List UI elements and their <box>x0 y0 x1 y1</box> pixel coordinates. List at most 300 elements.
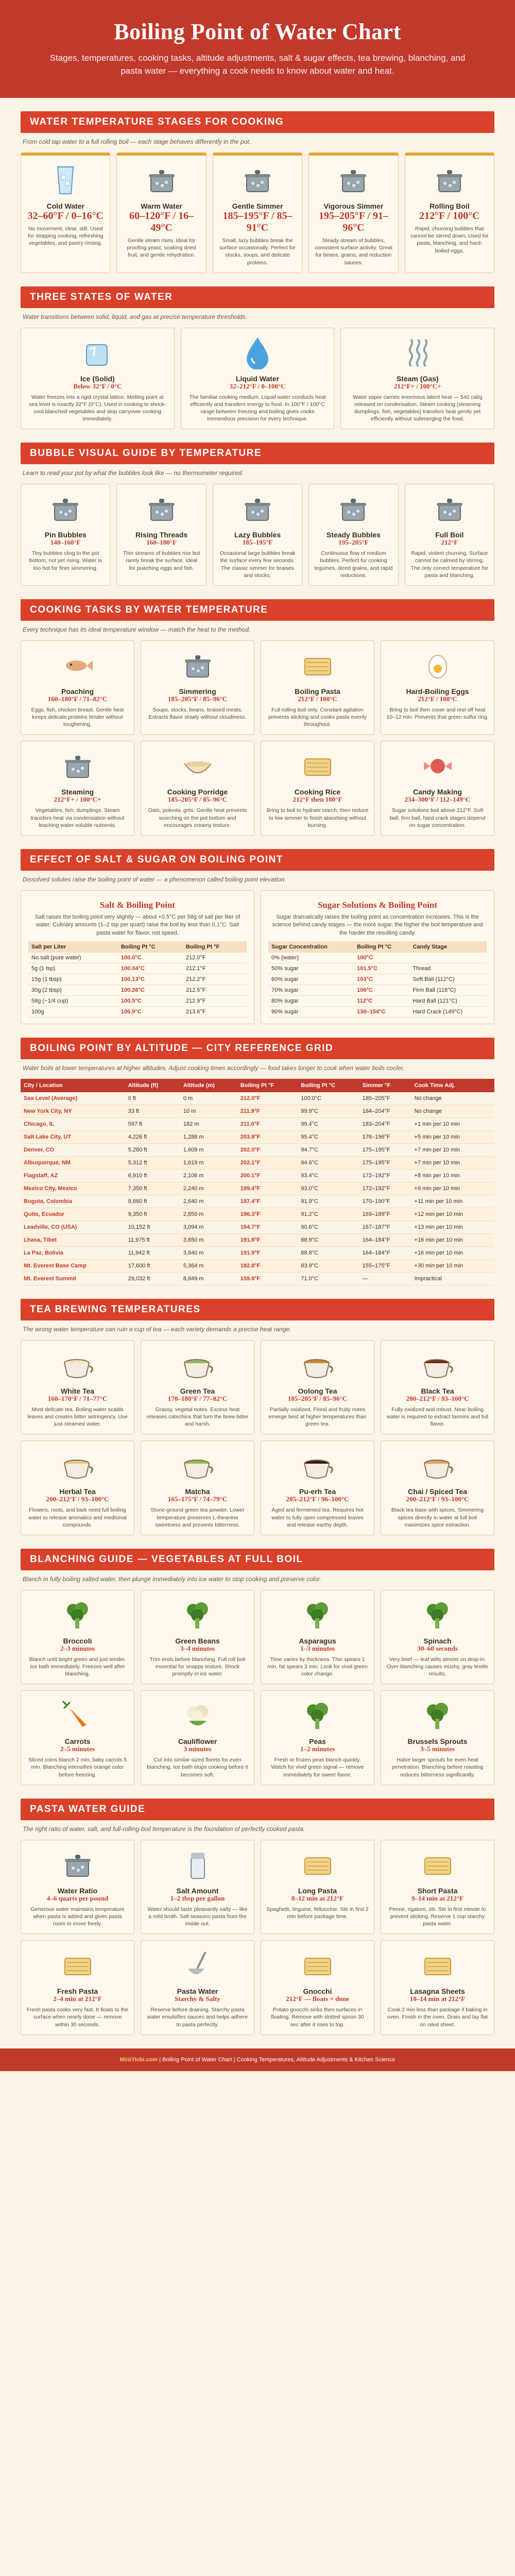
table-row <box>21 1144 494 1157</box>
table-row <box>28 985 247 996</box>
info-card <box>340 328 494 430</box>
table-cell: 94.7°C <box>298 1144 359 1157</box>
sugar-table <box>268 941 487 1018</box>
table-cell: 3,640 m <box>180 1247 237 1260</box>
card-title: Full Boil <box>435 531 464 539</box>
table-cell: 176–196°F <box>359 1131 411 1144</box>
card-title: Ice (Solid) <box>80 374 115 383</box>
section-subtitle: From cold tap water to a full rolling boil — each stage behaves differently in the pot. <box>23 138 251 145</box>
card-title: Long Pasta <box>298 1886 337 1895</box>
info-card <box>141 1840 254 1934</box>
card-description: Time varies by thickness. Thin spears 1 min, fat spears 3 min. Look for vivid green color change. <box>267 1656 368 1677</box>
info-card <box>116 152 206 273</box>
table-cell: +7 min per 10 min <box>411 1157 494 1170</box>
table-cell: 213.6°F <box>183 1007 247 1018</box>
candy-icon <box>386 748 489 784</box>
long-pasta-icon <box>266 1846 369 1883</box>
pot-icon <box>218 490 297 527</box>
table-row <box>21 1195 494 1208</box>
info-card <box>21 1940 134 2035</box>
table-row <box>21 1105 494 1118</box>
altitude-table <box>21 1079 494 1285</box>
pasta-cards-row <box>21 1840 494 1934</box>
info-card <box>181 328 335 430</box>
table-row <box>268 985 487 996</box>
section-bubbles <box>0 443 515 586</box>
table-cell: 184–204°F <box>359 1105 411 1118</box>
table-cell: 182 m <box>180 1118 237 1131</box>
card-title: Rolling Boil <box>429 202 470 210</box>
card-temperature: 160–170°F / 71–77°C <box>47 1395 108 1403</box>
table-cell: 100.0°C <box>298 1092 359 1105</box>
card-temperature: 3–4 minutes <box>180 1644 215 1652</box>
ice-icon <box>26 334 169 370</box>
table-cell: 183–204°F <box>359 1118 411 1131</box>
card-title: Vigorous Simmer <box>323 202 384 210</box>
table-cell: 172–192°F <box>359 1170 411 1182</box>
info-card <box>141 1340 254 1434</box>
table-cell: 212.1°F <box>183 963 247 974</box>
pot-icon <box>314 162 392 198</box>
card-description: Water vapor carries enormous latent heat — 540 cal/g released on condensation. Steam cooking (steaming dumplings, fish, vegetables) transfers heat gently yet efficiently without submerging the food. <box>352 394 483 422</box>
table-cell: 200.1°F <box>237 1170 298 1182</box>
info-card <box>261 1590 374 1684</box>
rice-icon <box>266 748 369 784</box>
card-title: Green Tea <box>180 1387 215 1396</box>
info-card <box>381 1840 494 1934</box>
card-temperature: 30–60 seconds <box>417 1644 458 1652</box>
info-card <box>381 741 494 835</box>
pot-icon <box>122 162 200 198</box>
card-description: Fresh or frozen peas blanch quickly. Watch for vivid green signal — remove immediately for sweet flavor. <box>271 1757 364 1778</box>
pot-icon <box>26 490 105 527</box>
card-temperature: 200–212°F / 93–100°C <box>46 1495 109 1503</box>
table-cell: Firm Ball (118°C) <box>409 985 487 996</box>
card-temperature: 185–205°F / 85–96°C <box>287 1395 348 1403</box>
info-card <box>261 640 374 735</box>
table-row <box>268 953 487 963</box>
pot-icon <box>266 1347 369 1383</box>
table-cell: 93.4°C <box>298 1170 359 1182</box>
info-card <box>141 640 254 735</box>
table-row <box>28 963 247 974</box>
card-title: Spinach <box>423 1636 452 1645</box>
table-header: Simmer °F <box>359 1079 411 1092</box>
tea-cards-row <box>21 1440 494 1535</box>
table-row <box>21 1221 494 1234</box>
card-description: Halve larger sprouts for even heat penetration. Blanching before roasting reduces bitterness significantly. <box>391 1757 484 1778</box>
table-cell: 100.04°C <box>118 963 183 974</box>
card-temperature: 200–212°F / 93–100°C <box>406 1395 469 1403</box>
blanch-cards-row <box>21 1690 494 1785</box>
table-cell: Quito, Ecuador <box>21 1208 125 1221</box>
card-description: Tiny bubbles cling to the pot bottom, not yet rising. Water is too hot for finer simmering. <box>29 550 102 571</box>
table-cell: 10,152 ft <box>125 1221 180 1234</box>
table-cell: 103°C <box>354 974 409 985</box>
card-temperature: 160–180°F <box>146 538 177 547</box>
card-temperature: 160–180°F / 71–82°C <box>47 694 108 703</box>
card-title: Fresh Pasta <box>57 1987 98 1996</box>
section-states <box>0 286 515 430</box>
card-temperature: 195–205°F / 91–96°C <box>318 210 388 233</box>
table-header: Boiling Pt °F <box>183 941 247 953</box>
card-title: Water Ratio <box>57 1886 98 1895</box>
table-cell: 130–154°C <box>354 1007 409 1018</box>
card-title: Boiling Pasta <box>295 687 340 696</box>
card-title: Pin Bubbles <box>44 531 87 539</box>
table-cell: 100g <box>28 1007 118 1018</box>
pot-icon <box>386 1347 489 1383</box>
info-card <box>381 1440 494 1535</box>
card-temperature: 212°F / 100°C <box>298 694 337 703</box>
card-title: Short Pasta <box>417 1886 458 1895</box>
table-row <box>21 1092 494 1105</box>
table-row <box>268 996 487 1007</box>
pot-icon <box>410 490 489 527</box>
steam-icon <box>346 334 489 370</box>
footer-site[interactable]: MiniYicbi.com <box>119 2056 158 2063</box>
card-description: Bring to boil then cover and rest off heat 10–12 min. Prevents that green sulfur ring. <box>386 706 489 721</box>
card-title: Gnocchi <box>303 1987 332 1996</box>
section-stages <box>0 111 515 273</box>
table-row <box>21 1182 494 1195</box>
table-row <box>268 974 487 985</box>
table-cell: 83.9°C <box>298 1260 359 1273</box>
gnocchi-icon <box>266 1947 369 1983</box>
table-cell: 199.4°F <box>237 1182 298 1195</box>
info-card <box>308 152 398 273</box>
card-description: Flowers, roots, and bark need full boiling water to release aromatics and medicinal compounds. <box>28 1507 127 1528</box>
section-heading: THREE STATES OF WATER <box>21 286 494 308</box>
card-temperature: 3 minutes <box>183 1745 212 1753</box>
spinach-icon <box>386 1597 489 1633</box>
card-title: Hard-Boiling Eggs <box>406 687 469 696</box>
section-tea <box>0 1299 515 1535</box>
section-tasks <box>0 599 515 836</box>
table-cell: Mt. Everest Summit <box>21 1273 125 1285</box>
table-row <box>28 1007 247 1018</box>
table-cell: — <box>359 1273 411 1285</box>
info-card <box>261 1940 374 2035</box>
info-card <box>21 1690 134 1785</box>
section-heading: COOKING TASKS BY WATER TEMPERATURE <box>21 599 494 621</box>
card-description: Water freezes into a rigid crystal lattice. Melting point at sea level is exactly 32°F (0°C). Used in cooking to shock-cool blanched vegetables and stop carryover cooking immediately. <box>29 394 166 422</box>
table-cell: 112°C <box>354 996 409 1007</box>
card-temperature: 9–14 min at 212°F <box>411 1894 464 1902</box>
table-header: Cook Time Adj. <box>411 1079 494 1092</box>
table-cell: Flagstaff, AZ <box>21 1170 125 1182</box>
table-cell: 100.9°C <box>118 1007 183 1018</box>
info-card <box>21 1340 134 1434</box>
section-subtitle: Water transitions between solid, liquid, and gas at precise temperature thresholds. <box>23 313 248 320</box>
info-card <box>141 1690 254 1785</box>
section-heading: BLANCHING GUIDE — VEGETABLES AT FULL BOIL <box>21 1549 494 1570</box>
card-title: Warm Water <box>141 202 182 210</box>
tea-cards-row <box>21 1340 494 1434</box>
card-temperature: 212°F / 100°C <box>418 694 457 703</box>
table-cell: 100.0°C <box>118 953 183 963</box>
state-cards <box>21 328 494 430</box>
table-row <box>268 1007 487 1018</box>
table-cell: 90% sugar <box>268 1007 354 1018</box>
ladle-icon <box>146 1947 249 1983</box>
card-title: Cooking Rice <box>294 788 341 796</box>
table-cell: 11,942 ft <box>125 1247 180 1260</box>
table-cell: 212.5°F <box>183 985 247 996</box>
table-cell: 93.0°C <box>298 1182 359 1195</box>
card-description: Eggs, fish, chicken breast. Gentle heat keeps delicate proteins tender without toughening. <box>31 706 124 728</box>
info-card <box>213 484 302 586</box>
section-salt-sugar <box>0 849 515 1024</box>
table-cell: 212.0°F <box>183 953 247 963</box>
card-temperature: 2–5 minutes <box>60 1745 95 1753</box>
table-cell: +12 min per 10 min <box>411 1208 494 1221</box>
broccoli-icon <box>26 1597 129 1633</box>
table-cell: 91.2°C <box>298 1208 359 1221</box>
card-temperature: 60–120°F / 16–49°C <box>129 210 194 233</box>
card-temperature: 32–60°F / 0–16°C <box>27 210 104 222</box>
table-cell: Hard Ball (121°C) <box>409 996 487 1007</box>
card-temperature: 3–5 minutes <box>420 1745 455 1753</box>
section-heading: PASTA WATER GUIDE <box>21 1799 494 1820</box>
card-description: Potato gnocchi sinks then surfaces in floating. Remove with slotted spoon 30 sec after it rises to top. <box>271 2007 364 2028</box>
pot-icon <box>266 1447 369 1483</box>
card-temperature: 212°F — floats = done <box>286 1995 349 2003</box>
section-pasta <box>0 1799 515 2035</box>
section-heading: TEA BREWING TEMPERATURES <box>21 1299 494 1320</box>
table-cell: 191.9°F <box>237 1247 298 1260</box>
footer-text: | Boiling Point of Water Chart | Cooking Temperatures, Altitude Adjustments & Kitchen Science <box>158 2056 396 2063</box>
card-title: Simmering <box>179 687 216 696</box>
card-temperature: 234–300°F / 112–149°C <box>404 795 471 804</box>
table-row <box>28 974 247 985</box>
table-header: Boiling Pt °C <box>354 941 409 953</box>
salt-panel <box>21 890 254 1024</box>
brussels-icon <box>386 1697 489 1733</box>
table-header: Boiling Pt °F <box>237 1079 298 1092</box>
table-cell: 8,849 m <box>180 1273 237 1285</box>
table-header: Boiling Pt °C <box>298 1079 359 1092</box>
table-cell: 91.9°C <box>298 1195 359 1208</box>
table-cell: 212.0°F <box>237 1092 298 1105</box>
table-cell: 88.8°C <box>298 1247 359 1260</box>
card-title: Gentle Simmer <box>232 202 283 210</box>
sugar-description: Sugar dramatically raises the boiling point as concentration increases. This is the science behind candy stages — the more sugar, the higher the boil temperature and the harder the resulting candy. <box>272 913 483 936</box>
green-beans-icon <box>146 1597 249 1633</box>
info-card <box>308 484 398 586</box>
table-cell: Hard Crack (149°C) <box>409 1007 487 1018</box>
table-cell: +16 min per 10 min <box>411 1247 494 1260</box>
table-row <box>21 1208 494 1221</box>
card-description: Very brief — leaf wilts almost on drop-in. Over-blanching causes mushy, gray textile results. <box>386 1656 489 1677</box>
table-cell: 202.1°F <box>237 1157 298 1170</box>
table-cell: 2,640 m <box>180 1195 237 1208</box>
table-cell: 8,660 ft <box>125 1195 180 1208</box>
table-cell: 11,975 ft <box>125 1234 180 1247</box>
table-row <box>28 953 247 963</box>
card-temperature: 140–160°F <box>50 538 81 547</box>
card-temperature: 165–175°F / 74–79°C <box>167 1495 228 1503</box>
table-row <box>21 1118 494 1131</box>
card-title: Black Tea <box>421 1387 454 1396</box>
card-description: Most delicate tea. Boiling water scalds leaves and creates bitter astringency. Use just-steamed water. <box>27 1406 128 1428</box>
table-cell: 164–184°F <box>359 1247 411 1260</box>
table-cell: 0% (water) <box>268 953 354 963</box>
card-title: Lazy Bubbles <box>234 531 281 539</box>
table-row <box>21 1260 494 1273</box>
table-cell: 167–187°F <box>359 1221 411 1234</box>
pot-icon <box>146 647 249 683</box>
table-cell: +9 min per 10 min <box>411 1182 494 1195</box>
section-subtitle: Dissolved solutes raise the boiling point of water — a phenomenon called boiling point elevation. <box>23 875 286 883</box>
card-description: Cut into similar-sized florets for even blanching. Ice bath stops cooking before it becomes soft. <box>147 1757 248 1778</box>
card-title: Poaching <box>61 687 94 696</box>
card-description: Small, lazy bubbles break the surface occasionally. Perfect for stocks, soups, and delicate proteins. <box>219 238 296 266</box>
table-cell: 175–195°F <box>359 1144 411 1157</box>
card-description: Partially oxidized. Floral and fruity notes emerge best at higher temperatures than green tea. <box>268 1406 367 1428</box>
page-subtitle: Stages, temperatures, cooking tasks, altitude adjustments, salt & sugar effects, tea brewing, blanching, and pasta water — everything a cook needs to know about water and heat. <box>49 53 466 76</box>
card-description: Soups, stocks, beans, braised meats. Extracts flavor slowly without cloudiness. <box>148 706 247 721</box>
salt-table <box>28 941 247 1018</box>
card-description: Steady stream of bubbles, consistent surface activity. Great for beans, grains, and reduction sauces. <box>314 238 392 266</box>
card-description: Water should taste pleasantly salty — like a mild broth. Salt seasons pasta from the inside out. <box>147 1906 248 1927</box>
table-cell: 1,609 m <box>180 1144 237 1157</box>
card-title: Brussels Sprouts <box>407 1737 468 1746</box>
card-temperature: 185–195°F / 85–91°C <box>222 210 293 233</box>
table-cell: 169–189°F <box>359 1208 411 1221</box>
table-header: Altitude (m) <box>180 1079 237 1092</box>
table-cell: 196.3°F <box>237 1208 298 1221</box>
table-cell: Chicago, IL <box>21 1118 125 1131</box>
card-description: Reserve before draining. Starchy pasta water emulsifies sauces and helps adhere to pasta perfectly. <box>147 2007 248 2028</box>
table-cell: 172–192°F <box>359 1182 411 1195</box>
card-title: Herbal Tea <box>59 1487 96 1496</box>
card-temperature: 212°F then 180°F <box>293 795 342 804</box>
card-title: Liquid Water <box>235 374 280 383</box>
table-cell: 159.8°F <box>237 1273 298 1285</box>
card-temperature: 212°F+ / 100°C+ <box>54 795 101 804</box>
info-card <box>21 1590 134 1684</box>
table-row <box>28 996 247 1007</box>
table-cell: Mexico City, Mexico <box>21 1182 125 1195</box>
table-cell: Denver, CO <box>21 1144 125 1157</box>
info-card <box>141 1440 254 1535</box>
card-description: Penne, rigatoni, ziti. Stir in first minute to prevent sticking. Reserve 1 cup starchy pasta water. <box>389 1906 486 1927</box>
card-title: White Tea <box>60 1387 95 1396</box>
table-cell: Thread <box>409 963 487 974</box>
info-card <box>261 741 374 835</box>
card-description: No movement, clear, still. Used for stopping cooking, refreshing vegetables, and pastry rinsing. <box>27 226 104 247</box>
info-card <box>21 152 110 273</box>
table-cell: Impractical <box>411 1273 494 1285</box>
pot-icon <box>26 1347 129 1383</box>
info-card <box>381 1590 494 1684</box>
table-cell: Leadville, CO (USA) <box>21 1221 125 1234</box>
table-cell: 50% sugar <box>268 963 354 974</box>
card-temperature: 32–212°F / 0–100°C <box>229 382 286 390</box>
info-card <box>21 640 134 735</box>
table-cell: 5g (1 tsp) <box>28 963 118 974</box>
card-description: Gentle steam rises. Ideal for proofing yeast, soaking dried fruit, and gentle rehydration. <box>127 238 196 259</box>
table-cell: 99.4°C <box>298 1118 359 1131</box>
table-cell: Lhasa, Tibet <box>21 1234 125 1247</box>
card-description: Generous water maintains temperature when pasta is added and gives pasta room to move freely. <box>30 1906 125 1927</box>
section-subtitle: Every technique has its ideal temperature window — match the heat to the method. <box>23 625 251 633</box>
table-cell: 3,094 m <box>180 1221 237 1234</box>
table-cell: 70% sugar <box>268 985 354 996</box>
card-temperature: 4–6 quarts per pound <box>46 1894 109 1902</box>
table-cell: 170–190°F <box>359 1195 411 1208</box>
card-title: Rising Threads <box>135 531 188 539</box>
steamer-icon <box>26 748 129 784</box>
task-cards-row <box>21 741 494 835</box>
card-description: Full rolling boil only. Constant agitation prevents sticking and cooks pasta evenly throughout. <box>268 706 367 728</box>
card-title: Cooking Porridge <box>167 788 228 796</box>
table-cell: 597 ft <box>125 1118 180 1131</box>
table-cell: 15g (1 tbsp) <box>28 974 118 985</box>
card-description: Fully oxidized and robust. Near-boiling water is required to extract tannins and full flavor. <box>386 1406 489 1428</box>
card-title: Green Beans <box>175 1636 220 1645</box>
table-cell: 1,288 m <box>180 1131 237 1144</box>
task-cards-row <box>21 640 494 735</box>
table-header: Sugar Concentration <box>268 941 354 953</box>
table-cell: 100°C <box>354 953 409 963</box>
sugar-panel <box>261 890 494 1024</box>
card-description: Fresh pasta cooks very fast. It floats to the surface when nearly done — remove within 30 seconds. <box>26 2007 129 2028</box>
card-title: Pu-erh Tea <box>299 1487 336 1496</box>
info-card <box>21 328 175 430</box>
card-temperature: 1–3 minutes <box>300 1644 335 1652</box>
table-cell: 29,032 ft <box>125 1273 180 1285</box>
table-cell: No change <box>411 1092 494 1105</box>
peas-icon <box>266 1697 369 1733</box>
info-card <box>21 1440 134 1535</box>
table-cell: 175–195°F <box>359 1157 411 1170</box>
info-card <box>21 484 110 586</box>
table-cell: 9,350 ft <box>125 1208 180 1221</box>
card-description: Trim ends before blanching. Full roll boil essential for snappy texture. Shock promptly in ice water. <box>149 1656 246 1677</box>
info-card <box>21 1840 134 1934</box>
table-header: Candy Stage <box>409 941 487 953</box>
table-cell: No salt (pure water) <box>28 953 118 963</box>
pot-icon <box>410 162 489 198</box>
table-cell: 211.0°F <box>237 1118 298 1131</box>
pot-icon <box>146 1347 249 1383</box>
footer <box>0 2048 515 2071</box>
table-cell: 30g (2 tbsp) <box>28 985 118 996</box>
table-cell: 99.9°C <box>298 1105 359 1118</box>
table-cell: 5,364 m <box>180 1260 237 1273</box>
section-heading: BOILING POINT BY ALTITUDE — CITY REFERENCE GRID <box>21 1038 494 1059</box>
pot-icon <box>386 1447 489 1483</box>
pasta-cards-row <box>21 1940 494 2035</box>
table-cell: +8 min per 10 min <box>411 1170 494 1182</box>
card-temperature: 1–2 tbsp per gallon <box>170 1894 225 1902</box>
table-cell: No change <box>411 1105 494 1118</box>
section-subtitle: The right ratio of water, salt, and full-rolling-boil temperature is the foundation of perfectly cooked pasta. <box>23 1825 305 1833</box>
card-title: Matcha <box>185 1487 210 1496</box>
table-cell: +5 min per 10 min <box>411 1131 494 1144</box>
table-cell: 101.5°C <box>354 963 409 974</box>
card-temperature: 170–180°F / 77–82°C <box>167 1395 228 1403</box>
asparagus-icon <box>266 1597 369 1633</box>
card-description: Cook 2 min less than package if baking in oven. Finish in the oven. Drain and lay flat on oiled sheet. <box>387 2007 488 2028</box>
info-card <box>405 484 494 586</box>
table-cell: 197.4°F <box>237 1195 298 1208</box>
table-row <box>21 1170 494 1182</box>
table-row <box>21 1131 494 1144</box>
table-cell: 1,619 m <box>180 1157 237 1170</box>
